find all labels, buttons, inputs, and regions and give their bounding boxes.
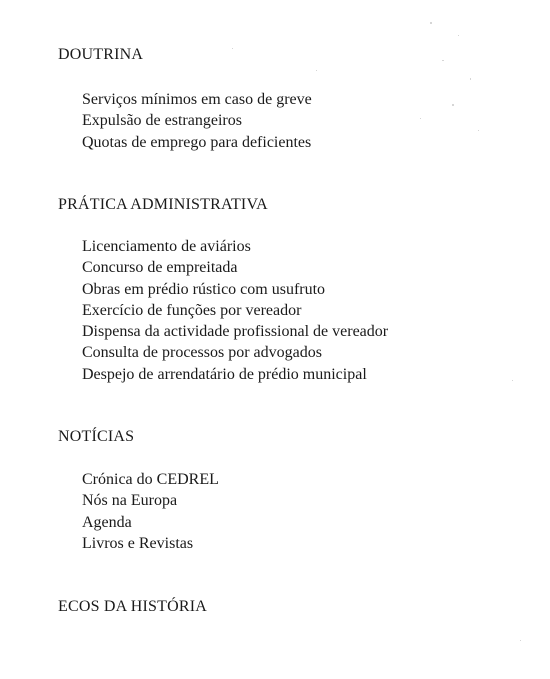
list-item: Licenciamento de aviários <box>82 238 251 255</box>
section-item-list <box>82 89 312 153</box>
scan-speck <box>442 60 444 61</box>
section-item-list <box>82 469 219 554</box>
scan-speck <box>452 104 454 106</box>
section-heading: ECOS DA HISTÓRIA <box>58 598 207 615</box>
list-item: Obras em prédio rústico com usufruto <box>82 280 326 298</box>
list-item: Serviços mínimos em caso de greve <box>82 91 312 108</box>
scan-speck <box>520 640 521 641</box>
scan-speck <box>420 118 421 119</box>
scan-speck <box>430 22 432 24</box>
list-item: Crónica do CEDREL <box>82 471 219 488</box>
list-item: Dispensa da actividade profissional de vereador <box>82 323 389 341</box>
list-item: Agenda <box>82 513 132 531</box>
section-heading: NOTÍCIAS <box>58 428 135 445</box>
scan-speck <box>232 48 233 49</box>
list-item: Despejo de arrendatário de prédio municipal <box>82 365 367 383</box>
section-heading: PRÁTICA ADMINISTRATIVA <box>58 196 268 213</box>
scan-speck <box>512 380 513 381</box>
section-item-list <box>82 236 388 385</box>
list-item: Consulta de processos por advogados <box>82 344 322 362</box>
scan-speck <box>458 35 459 36</box>
list-item: Livros e Revistas <box>82 534 194 552</box>
scan-speck <box>316 70 317 71</box>
section-heading: DOUTRINA <box>58 46 144 63</box>
scan-speck <box>470 78 471 80</box>
list-item: Concurso de empreitada <box>82 259 238 277</box>
list-item: Exercício de funções por vereador <box>82 301 302 319</box>
scan-speck <box>478 130 479 131</box>
list-item: Expulsão de estrangeiros <box>82 112 242 130</box>
list-item: Quotas de emprego para deficientes <box>82 133 312 151</box>
list-item: Nós na Europa <box>82 492 178 510</box>
